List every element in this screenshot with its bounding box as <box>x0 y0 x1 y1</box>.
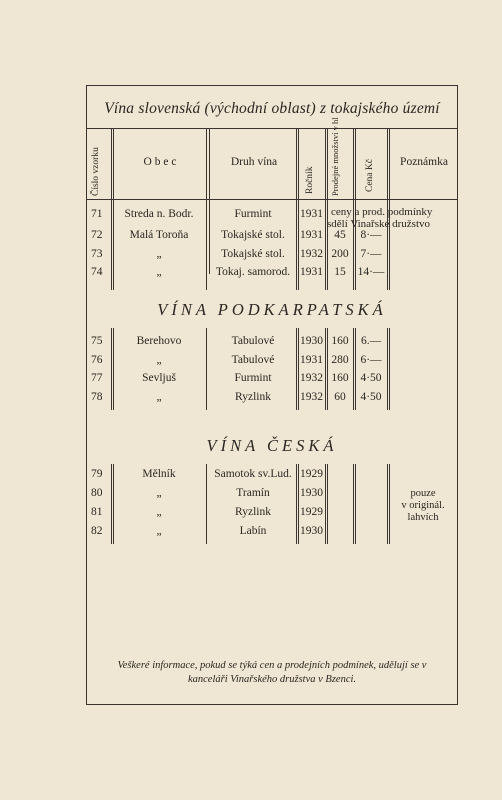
col-rule <box>387 128 392 274</box>
section-title-podkarpatska: VÍNA PODKARPATSKÁ <box>157 300 387 319</box>
page-title: Vína slovenská (východní oblast) z tokajského území <box>104 100 440 117</box>
header-prodejne-mnozstvi: Prodejné množství v hl <box>330 117 340 196</box>
header-poznamka: Poznámka <box>400 156 448 168</box>
header-druh-vina: Druh vína <box>230 156 278 168</box>
section-title-ceska: VÍNA ČESKÁ <box>206 436 338 455</box>
header-rocnik: Ročník <box>305 166 315 194</box>
note-prices: ceny a prod. podmínky <box>331 206 433 218</box>
note-pouze: pouze v originál. lahvích <box>401 488 445 523</box>
header-rule <box>87 199 457 200</box>
col-rule <box>206 128 207 274</box>
header-cena: Cena Kč <box>365 159 375 192</box>
title-rule <box>87 128 457 129</box>
price-list-frame: Vína slovenská (východní oblast) z tokajského území Číslo vzorku O b e c Druh vína Ročník Prodejné množství v hl Cena Kč Poznámka 71 Streda n. Bodr. Furmint 1931 ceny a prod. podmínky sdělí Vinařské družstvo 72 Malá Toroňa Tokajské stol. 1931 45 8·— 73 „ Tokajské stol. 1932 200 7·— 74 „ Tokaj. samorod. 1931 15 14·— VÍNA PODKARPATSKÁ 75 Berehovo Tabulové 1930 160 6.— 76 „ Tabulové 1931 280 6·— 77 Sevljuš Furmint 1932 160 4·50 78 „ Ryzlink 1932 60 4·50 VÍNA ČESKÁ 79 Mělník Samotok sv.Lud. 1929 80 „ Tramín 1930 81 „ Ryzlink 1929 82 „ Labín 1930 pouze v originál. lahvích Veškeré informace, pokud se týká cen a prodejních podmínek, udělují se v kanceláři Vinařského družstva v Bzenci. <box>86 85 458 705</box>
note-druzstvo: sdělí Vinařské družstvo <box>327 218 431 230</box>
header-cislo-vzorku: Číslo vzorku <box>91 147 101 196</box>
header-obec: O b e c <box>143 156 177 168</box>
col-rule <box>209 128 210 274</box>
footer-note: Veškeré informace, pokud se týká cen a prodejních podmínek, udělují se v kanceláři Vinařského družstva v Bzenci. <box>117 660 427 685</box>
